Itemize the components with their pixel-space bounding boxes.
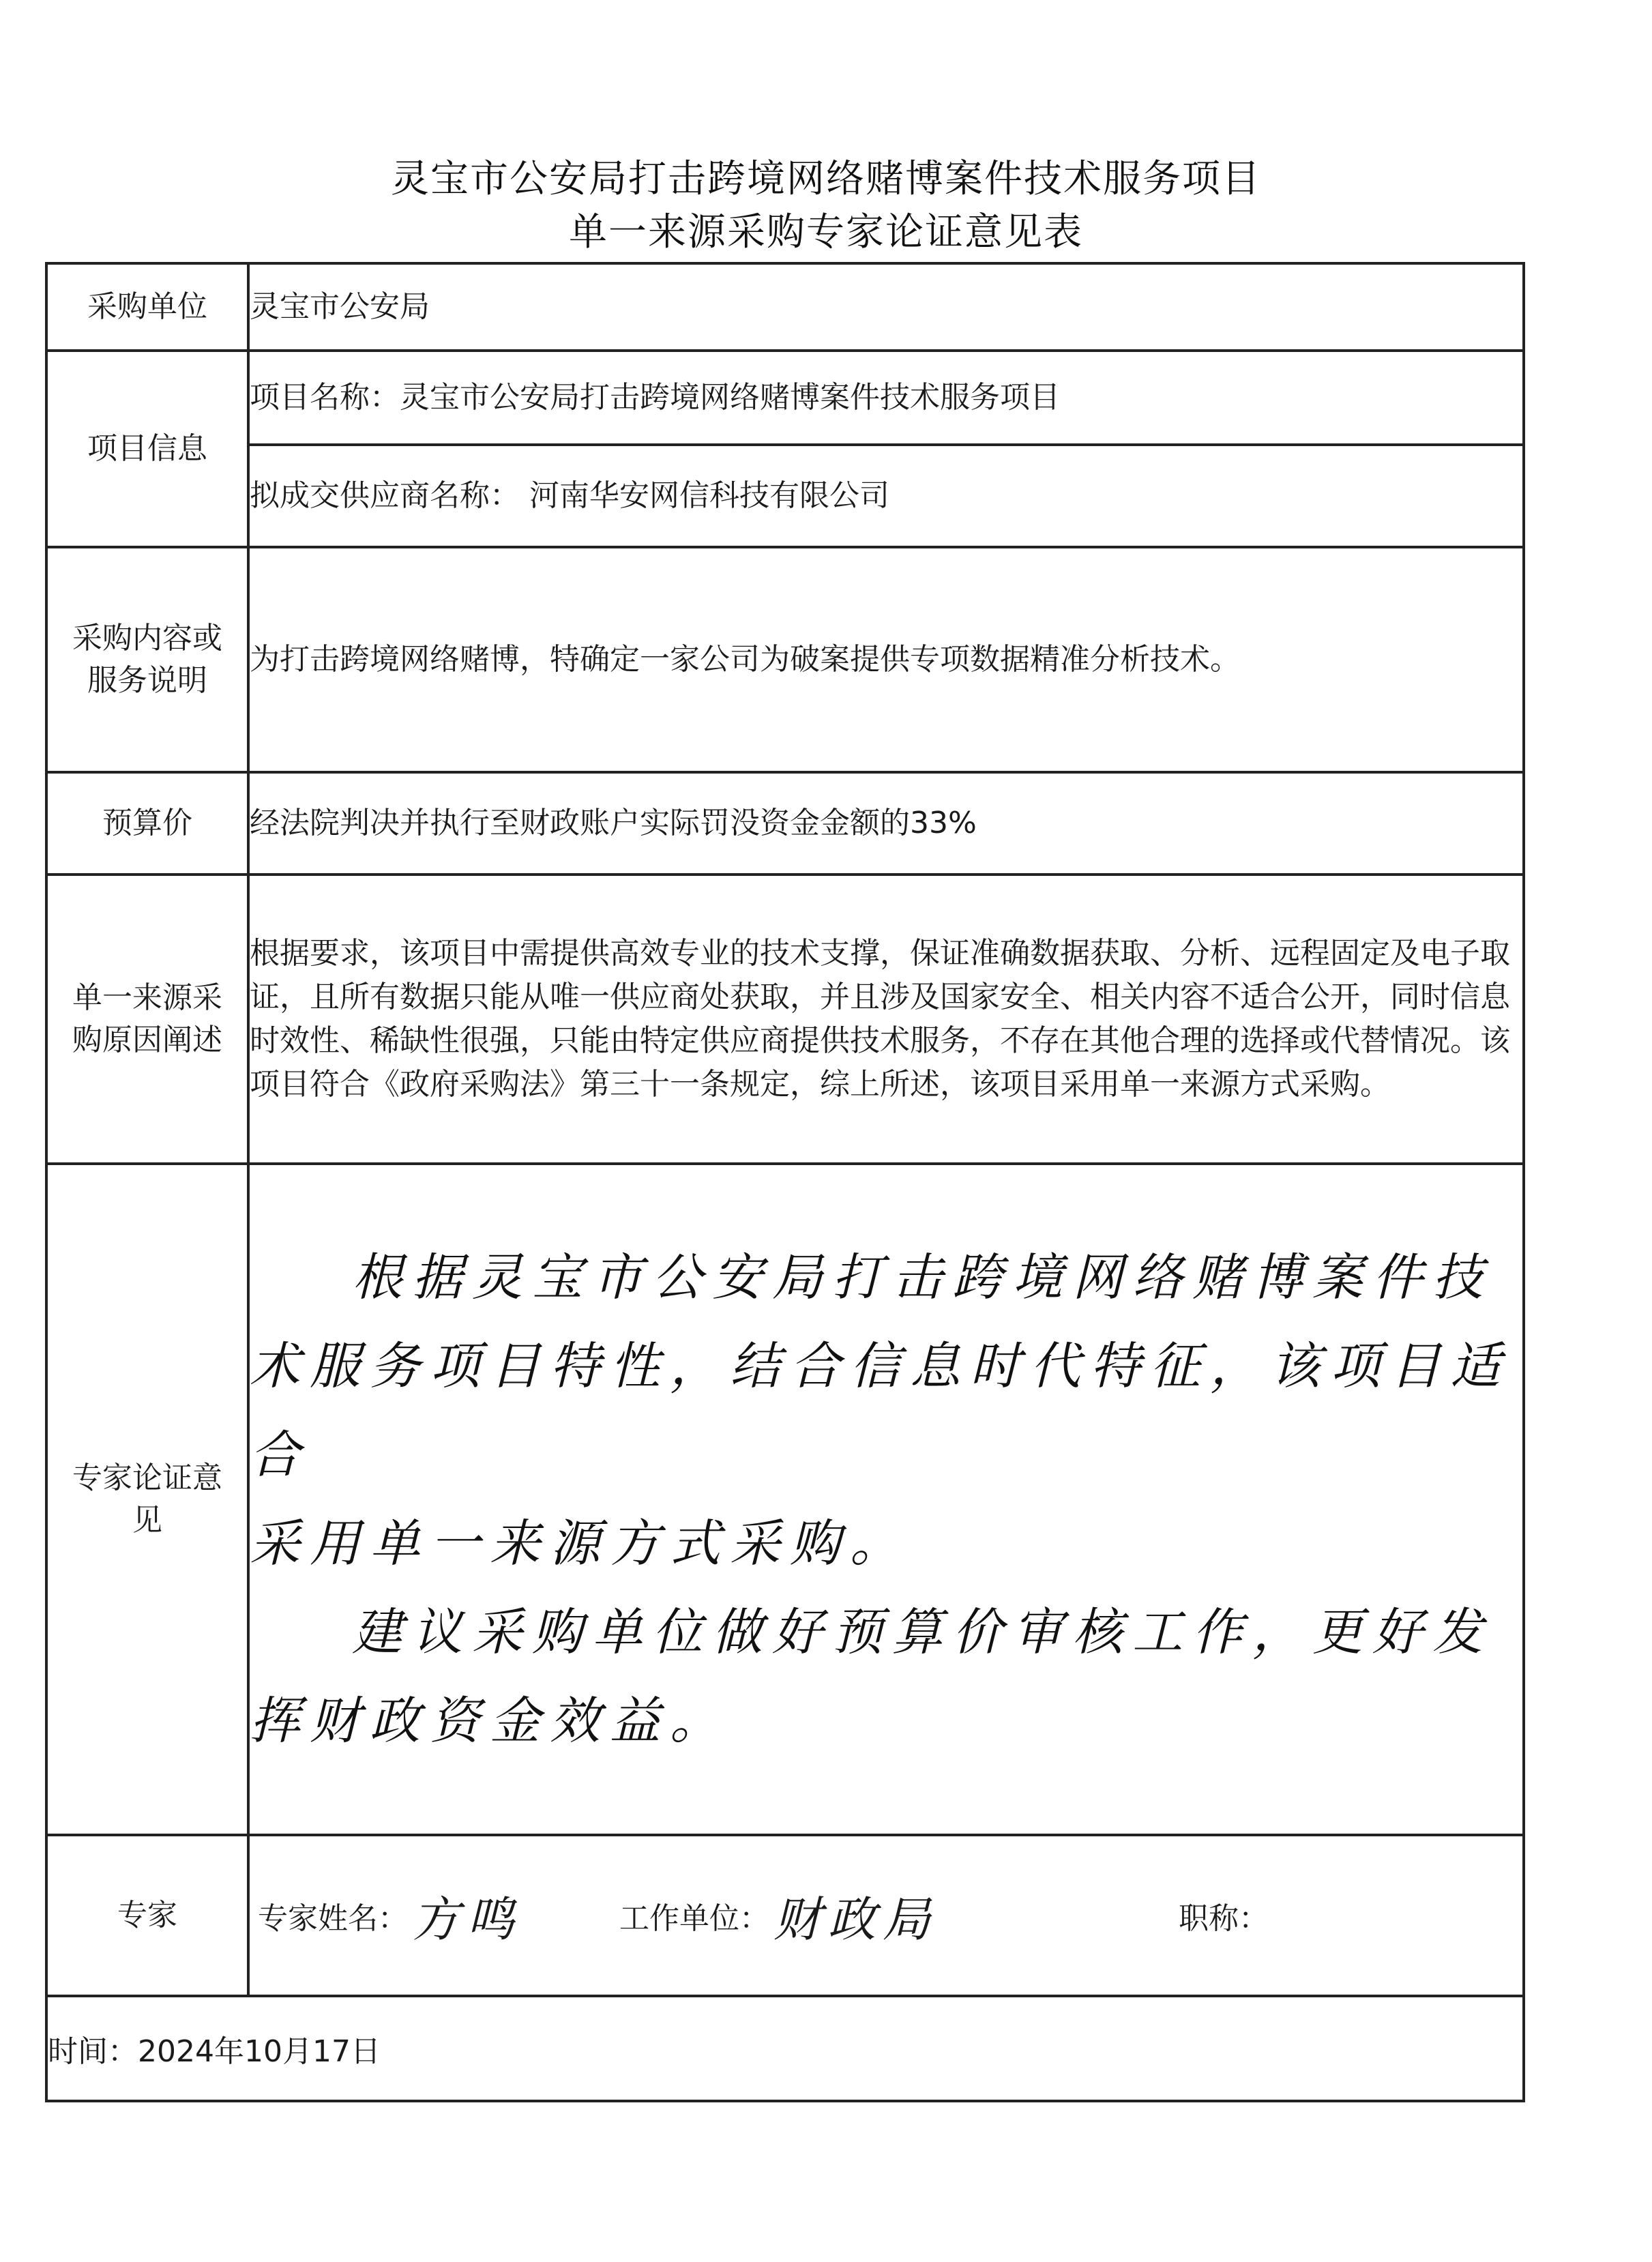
- handwritten-opinion: [250, 1233, 1522, 1765]
- purchaser-label: 采购单位: [46, 263, 248, 351]
- work-unit-signature: 财政局: [773, 1891, 937, 1948]
- budget-value: 经法院判决并执行至财政账户实际罚没资金金额的33%: [248, 772, 1524, 875]
- content-label-line1: 采购内容或: [72, 621, 222, 656]
- project-name: 项目名称：灵宝市公安局打击跨境网络赌博案件技术服务项目: [248, 351, 1524, 445]
- opinion-line: 挥财政资金效益。: [250, 1692, 730, 1750]
- opinion-line: 术服务项目特性，结合信息时代特征，该项目适合: [250, 1337, 1510, 1484]
- opinion-value: [248, 1164, 1524, 1835]
- opinion-line: 根据灵宝市公安局打击跨境网络赌博案件技: [352, 1248, 1492, 1307]
- opinion-line: 采用单一来源方式采购。: [250, 1514, 910, 1573]
- project-info-label: 项目信息: [46, 351, 248, 547]
- supplier-name: 拟成交供应商名称： 河南华安网信科技有限公司: [248, 445, 1524, 547]
- expert-label: 专家: [46, 1835, 248, 1996]
- content-value: 为打击跨境网络赌博，特确定一家公司为破案提供专项数据精准分析技术。: [248, 547, 1524, 772]
- reason-value: 根据要求，该项目中需提供高效专业的技术支撑，保证准确数据获取、分析、远程固定及电子取证，且所有数据只能从唯一供应商处获取，并且涉及国家安全、相关内容不适合公开，同时信息时效性、稀缺性很强，只能由特定供应商提供技术服务，不存在其他合理的选择或代替情况。该项目符合《政府采购法》第三十一条规定，综上所述，该项目采用单一来源方式采购。: [248, 875, 1524, 1164]
- date-cell: 时间：2024年10月17日: [46, 1996, 1524, 2101]
- expert-name-signature: 方鸣: [412, 1891, 521, 1948]
- content-label: [46, 547, 248, 772]
- reason-label-line2: 购原因阐述: [72, 1023, 222, 1057]
- reason-label-line1: 单一来源采: [72, 980, 222, 1015]
- document-subtitle: 单一来源采购专家论证意见表: [569, 210, 1083, 254]
- work-unit-label: 工作单位：: [619, 1901, 769, 1936]
- opinion-label-line1: 专家论证意: [72, 1460, 222, 1495]
- expert-name-label: 专家姓名：: [258, 1901, 408, 1936]
- content-label-line2: 服务说明: [87, 663, 207, 698]
- opinion-label: [46, 1164, 248, 1835]
- purchaser-value: 灵宝市公安局: [248, 263, 1524, 351]
- opinion-form-table: [45, 262, 1525, 2102]
- reason-label: [46, 875, 248, 1164]
- expert-info: [248, 1835, 1524, 1996]
- document-title: 灵宝市公安局打击跨境网络赌博案件技术服务项目: [391, 157, 1261, 201]
- opinion-label-line2: 见: [132, 1503, 162, 1538]
- budget-label: 预算价: [46, 772, 248, 875]
- opinion-line: 建议采购单位做好预算价审核工作，更好发: [352, 1603, 1492, 1662]
- job-title-label: 职称：: [1179, 1901, 1269, 1936]
